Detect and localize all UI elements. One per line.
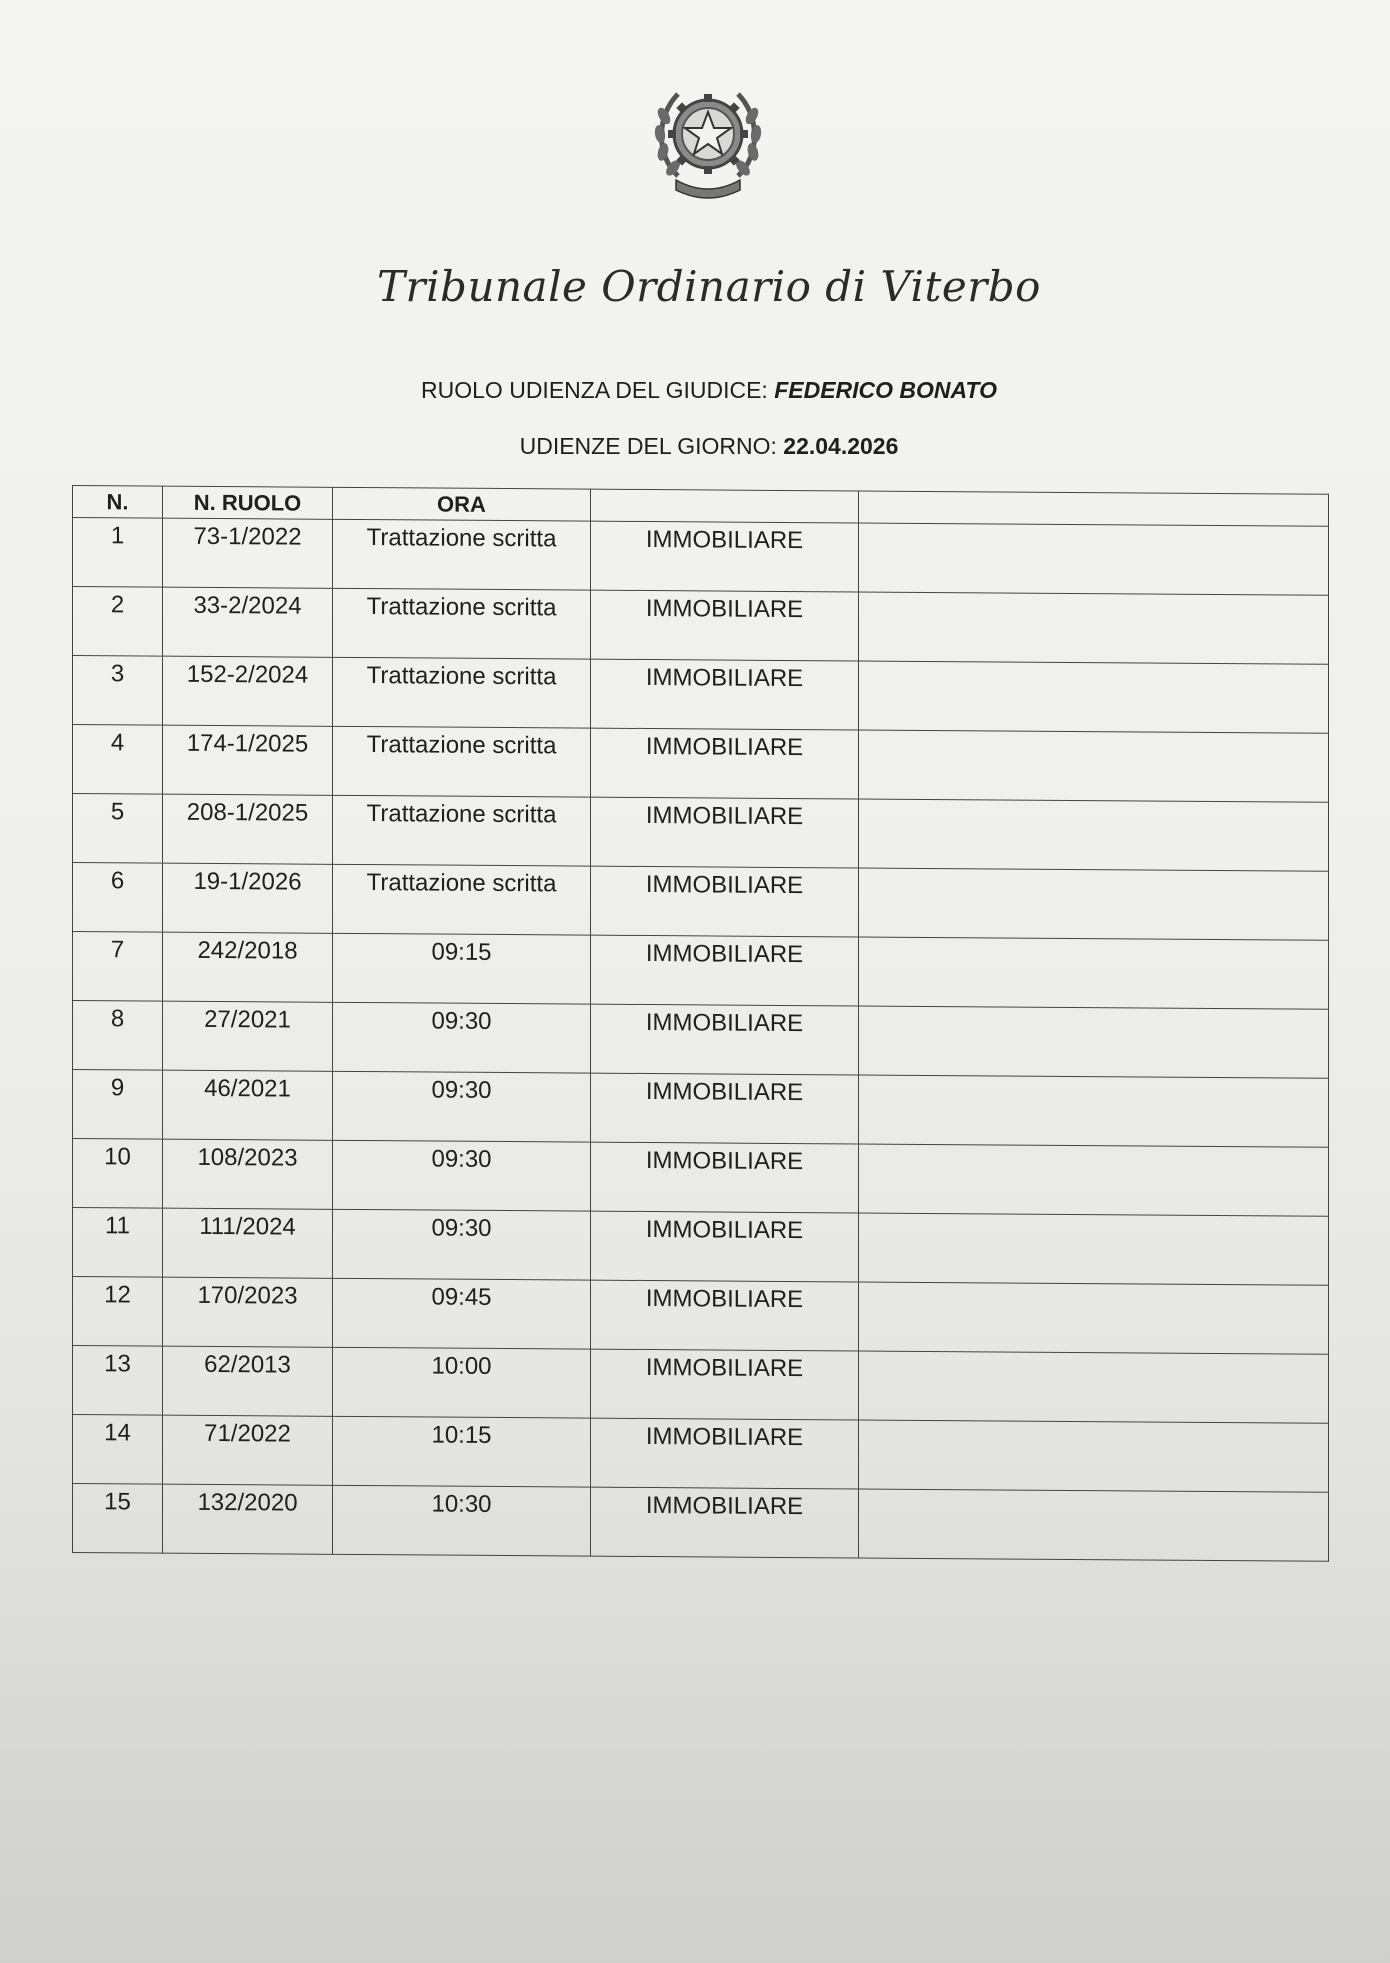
cell-ora: 09:30 <box>333 1140 591 1211</box>
judge-line <box>0 377 1390 404</box>
cell-ruolo: 242/2018 <box>163 932 333 1002</box>
cell-type: IMMOBILIARE <box>591 728 859 799</box>
cell-ruolo: 46/2021 <box>163 1070 333 1140</box>
cell-ruolo: 108/2023 <box>163 1139 333 1209</box>
cell-type: IMMOBILIARE <box>591 1142 859 1213</box>
cell-extra <box>859 1075 1329 1147</box>
cell-number: 2 <box>73 587 163 657</box>
italian-republic-emblem-icon <box>648 76 768 202</box>
cell-number: 6 <box>73 863 163 933</box>
table-row <box>73 1277 1329 1355</box>
cell-ruolo: 208-1/2025 <box>163 794 333 864</box>
table-row <box>73 587 1329 665</box>
cell-number: 8 <box>73 1001 163 1071</box>
cell-ruolo: 111/2024 <box>163 1208 333 1278</box>
cell-extra <box>859 1489 1329 1561</box>
cell-extra <box>859 661 1329 733</box>
cell-ora: 09:30 <box>333 1002 591 1073</box>
table-row <box>73 656 1329 734</box>
hearing-date-line <box>0 433 1390 460</box>
hearing-date-label: UDIENZE DEL GIORNO: <box>519 433 784 459</box>
cell-number: 5 <box>73 794 163 864</box>
table-row <box>73 1001 1329 1079</box>
cell-ora: 10:00 <box>333 1347 591 1418</box>
cell-type: IMMOBILIARE <box>591 797 859 868</box>
cell-type: IMMOBILIARE <box>591 659 859 730</box>
cell-ruolo: 132/2020 <box>163 1484 333 1554</box>
cell-number: 1 <box>73 518 163 588</box>
cell-extra <box>859 592 1329 664</box>
cell-extra <box>859 799 1329 871</box>
cell-extra <box>859 1213 1329 1285</box>
cell-ruolo: 19-1/2026 <box>163 863 333 933</box>
cell-extra <box>859 523 1329 595</box>
cell-type: IMMOBILIARE <box>591 1280 859 1351</box>
table-row <box>73 794 1329 872</box>
court-title: Tribunale Ordinario di Viterbo <box>377 262 1041 311</box>
cell-ruolo: 62/2013 <box>163 1346 333 1416</box>
cell-number: 13 <box>73 1346 163 1416</box>
cell-ora: Trattazione scritta <box>333 588 591 659</box>
cell-type: IMMOBILIARE <box>591 1349 859 1420</box>
table-row <box>73 1139 1329 1217</box>
cell-ora: Trattazione scritta <box>333 795 591 866</box>
header-number: N. <box>73 486 163 519</box>
table-row <box>73 518 1329 596</box>
cell-ora: 09:15 <box>333 933 591 1004</box>
cell-number: 12 <box>73 1277 163 1347</box>
cell-ora: 10:15 <box>333 1416 591 1487</box>
cell-ora: Trattazione scritta <box>333 864 591 935</box>
cell-ruolo: 170/2023 <box>163 1277 333 1347</box>
cell-type: IMMOBILIARE <box>591 866 859 937</box>
cell-number: 10 <box>73 1139 163 1209</box>
cell-ruolo: 33-2/2024 <box>163 587 333 657</box>
table-row <box>73 1415 1329 1493</box>
cell-ruolo: 152-2/2024 <box>163 656 333 726</box>
cell-type: IMMOBILIARE <box>591 1487 859 1558</box>
cell-type: IMMOBILIARE <box>591 1004 859 1075</box>
cell-ruolo: 174-1/2025 <box>163 725 333 795</box>
cell-number: 7 <box>73 932 163 1002</box>
cell-type: IMMOBILIARE <box>591 521 859 592</box>
cell-number: 4 <box>73 725 163 795</box>
cell-number: 3 <box>73 656 163 726</box>
cell-ruolo: 73-1/2022 <box>163 518 333 588</box>
cell-ruolo: 27/2021 <box>163 1001 333 1071</box>
judge-label: RUOLO UDIENZA DEL GIUDICE: <box>421 377 775 403</box>
table-row <box>73 863 1329 941</box>
cell-type: IMMOBILIARE <box>591 1073 859 1144</box>
cell-ora: Trattazione scritta <box>333 726 591 797</box>
cell-ora: 09:30 <box>333 1209 591 1280</box>
hearings-table <box>72 485 1329 1562</box>
cell-number: 15 <box>73 1484 163 1554</box>
cell-ora: 10:30 <box>333 1485 591 1556</box>
cell-type: IMMOBILIARE <box>591 935 859 1006</box>
table-row <box>73 1346 1329 1424</box>
header-ruolo: N. RUOLO <box>163 486 333 519</box>
cell-extra <box>859 1144 1329 1216</box>
cell-number: 14 <box>73 1415 163 1485</box>
cell-extra <box>859 1420 1329 1492</box>
cell-ora: Trattazione scritta <box>333 657 591 728</box>
table-row <box>73 1208 1329 1286</box>
hearing-date: 22.04.2026 <box>783 433 899 459</box>
cell-ora: 09:45 <box>333 1278 591 1349</box>
cell-number: 11 <box>73 1208 163 1278</box>
cell-extra <box>859 1282 1329 1354</box>
cell-type: IMMOBILIARE <box>591 1211 859 1282</box>
cell-extra <box>859 868 1329 940</box>
cell-extra <box>859 1351 1329 1423</box>
table-row <box>73 932 1329 1010</box>
cell-type: IMMOBILIARE <box>591 1418 859 1489</box>
table-row <box>73 725 1329 803</box>
table-row <box>73 1484 1329 1562</box>
cell-ora: Trattazione scritta <box>333 519 591 590</box>
header-extra <box>859 491 1329 526</box>
cell-extra <box>859 937 1329 1009</box>
table-row <box>73 1070 1329 1148</box>
header-ora: ORA <box>333 487 591 521</box>
cell-type: IMMOBILIARE <box>591 590 859 661</box>
cell-extra <box>859 1006 1329 1078</box>
hearings-table-wrapper <box>72 485 1322 1562</box>
cell-number: 9 <box>73 1070 163 1140</box>
cell-extra <box>859 730 1329 802</box>
judge-name: FEDERICO BONATO <box>774 377 997 403</box>
cell-ruolo: 71/2022 <box>163 1415 333 1485</box>
cell-ora: 09:30 <box>333 1071 591 1142</box>
header-type <box>591 489 859 523</box>
